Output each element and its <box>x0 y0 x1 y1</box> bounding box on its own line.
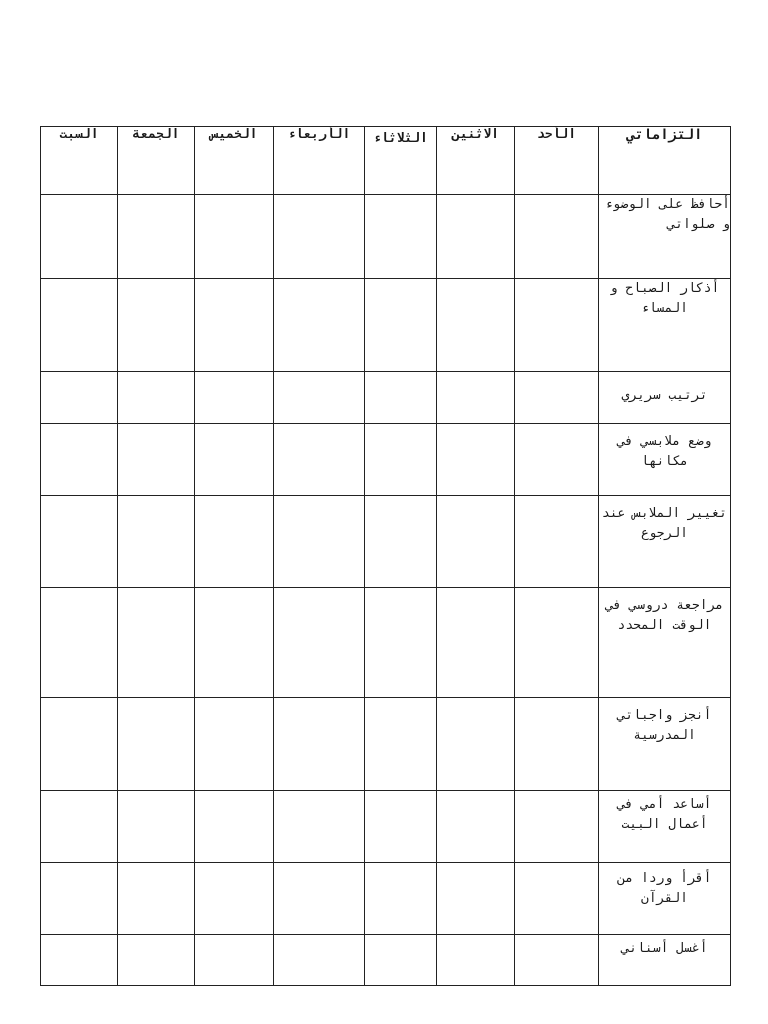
habit-label: تغيير الملابس عند الرجوع <box>599 496 731 588</box>
day-header-wednesday: الأربعاء <box>274 127 365 195</box>
table-row <box>41 698 731 791</box>
check-cell-wednesday[interactable] <box>274 496 365 588</box>
table-row <box>41 372 731 424</box>
check-cell-thursday[interactable] <box>195 496 274 588</box>
check-cell-friday[interactable] <box>118 863 195 935</box>
day-header-thursday: الخميس <box>195 127 274 195</box>
day-header-sunday: الأحد <box>515 127 599 195</box>
check-cell-monday[interactable] <box>437 424 515 496</box>
table-row <box>41 496 731 588</box>
check-cell-friday[interactable] <box>118 698 195 791</box>
habit-label: أساعد أمي في أعمال البيت <box>599 791 731 863</box>
check-cell-saturday[interactable] <box>41 791 118 863</box>
check-cell-sunday[interactable] <box>515 935 599 986</box>
check-cell-wednesday[interactable] <box>274 279 365 372</box>
check-cell-tuesday[interactable] <box>365 279 437 372</box>
day-header-tuesday: الثلاثاء <box>365 127 437 195</box>
check-cell-wednesday[interactable] <box>274 424 365 496</box>
check-cell-tuesday[interactable] <box>365 195 437 279</box>
check-cell-sunday[interactable] <box>515 698 599 791</box>
check-cell-monday[interactable] <box>437 279 515 372</box>
table-row <box>41 424 731 496</box>
check-cell-thursday[interactable] <box>195 863 274 935</box>
check-cell-sunday[interactable] <box>515 195 599 279</box>
check-cell-friday[interactable] <box>118 791 195 863</box>
check-cell-wednesday[interactable] <box>274 791 365 863</box>
check-cell-thursday[interactable] <box>195 935 274 986</box>
table-row <box>41 791 731 863</box>
check-cell-thursday[interactable] <box>195 424 274 496</box>
check-cell-monday[interactable] <box>437 496 515 588</box>
check-cell-wednesday[interactable] <box>274 863 365 935</box>
check-cell-saturday[interactable] <box>41 863 118 935</box>
table-row <box>41 863 731 935</box>
check-cell-tuesday[interactable] <box>365 791 437 863</box>
check-cell-sunday[interactable] <box>515 279 599 372</box>
check-cell-tuesday[interactable] <box>365 863 437 935</box>
check-cell-wednesday[interactable] <box>274 588 365 698</box>
check-cell-thursday[interactable] <box>195 588 274 698</box>
check-cell-tuesday[interactable] <box>365 588 437 698</box>
check-cell-monday[interactable] <box>437 588 515 698</box>
check-cell-saturday[interactable] <box>41 195 118 279</box>
check-cell-tuesday[interactable] <box>365 935 437 986</box>
check-cell-sunday[interactable] <box>515 372 599 424</box>
check-cell-friday[interactable] <box>118 496 195 588</box>
check-cell-saturday[interactable] <box>41 496 118 588</box>
check-cell-saturday[interactable] <box>41 935 118 986</box>
check-cell-monday[interactable] <box>437 698 515 791</box>
check-cell-thursday[interactable] <box>195 279 274 372</box>
check-cell-saturday[interactable] <box>41 372 118 424</box>
check-cell-wednesday[interactable] <box>274 698 365 791</box>
check-cell-thursday[interactable] <box>195 791 274 863</box>
check-cell-thursday[interactable] <box>195 195 274 279</box>
habit-label: أحافظ على الوضوء و صلواتي <box>599 195 731 279</box>
habits-column-header: التزاماتي <box>599 127 731 195</box>
check-cell-friday[interactable] <box>118 588 195 698</box>
habit-label: مراجعة دروسي في الوقت المحدد <box>599 588 731 698</box>
check-cell-monday[interactable] <box>437 863 515 935</box>
check-cell-sunday[interactable] <box>515 424 599 496</box>
check-cell-sunday[interactable] <box>515 496 599 588</box>
check-cell-saturday[interactable] <box>41 588 118 698</box>
habit-tracker-table <box>40 126 731 986</box>
check-cell-monday[interactable] <box>437 195 515 279</box>
check-cell-wednesday[interactable] <box>274 195 365 279</box>
check-cell-sunday[interactable] <box>515 863 599 935</box>
habit-label: أذكار الصباح و المساء <box>599 279 731 372</box>
check-cell-saturday[interactable] <box>41 424 118 496</box>
check-cell-thursday[interactable] <box>195 698 274 791</box>
habit-label: أقرأ وردا من القرآن <box>599 863 731 935</box>
check-cell-friday[interactable] <box>118 935 195 986</box>
check-cell-friday[interactable] <box>118 195 195 279</box>
table-row <box>41 195 731 279</box>
check-cell-wednesday[interactable] <box>274 935 365 986</box>
table-row <box>41 279 731 372</box>
check-cell-friday[interactable] <box>118 279 195 372</box>
check-cell-sunday[interactable] <box>515 791 599 863</box>
day-header-friday: الجمعة <box>118 127 195 195</box>
header-row <box>41 127 731 195</box>
check-cell-friday[interactable] <box>118 424 195 496</box>
check-cell-monday[interactable] <box>437 791 515 863</box>
check-cell-wednesday[interactable] <box>274 372 365 424</box>
day-header-saturday: السبت <box>41 127 118 195</box>
table-row <box>41 588 731 698</box>
check-cell-thursday[interactable] <box>195 372 274 424</box>
habit-label: أنجز واجباتي المدرسية <box>599 698 731 791</box>
check-cell-saturday[interactable] <box>41 279 118 372</box>
check-cell-tuesday[interactable] <box>365 372 437 424</box>
check-cell-saturday[interactable] <box>41 698 118 791</box>
habit-label: وضع ملابسي في مكانها <box>599 424 731 496</box>
check-cell-friday[interactable] <box>118 372 195 424</box>
habit-label: أغسل أسناني <box>599 935 731 986</box>
check-cell-monday[interactable] <box>437 372 515 424</box>
check-cell-sunday[interactable] <box>515 588 599 698</box>
habit-label: ترتيب سريري <box>599 372 731 424</box>
check-cell-monday[interactable] <box>437 935 515 986</box>
table-row <box>41 935 731 986</box>
check-cell-tuesday[interactable] <box>365 424 437 496</box>
day-header-monday: الاثنين <box>437 127 515 195</box>
check-cell-tuesday[interactable] <box>365 698 437 791</box>
check-cell-tuesday[interactable] <box>365 496 437 588</box>
